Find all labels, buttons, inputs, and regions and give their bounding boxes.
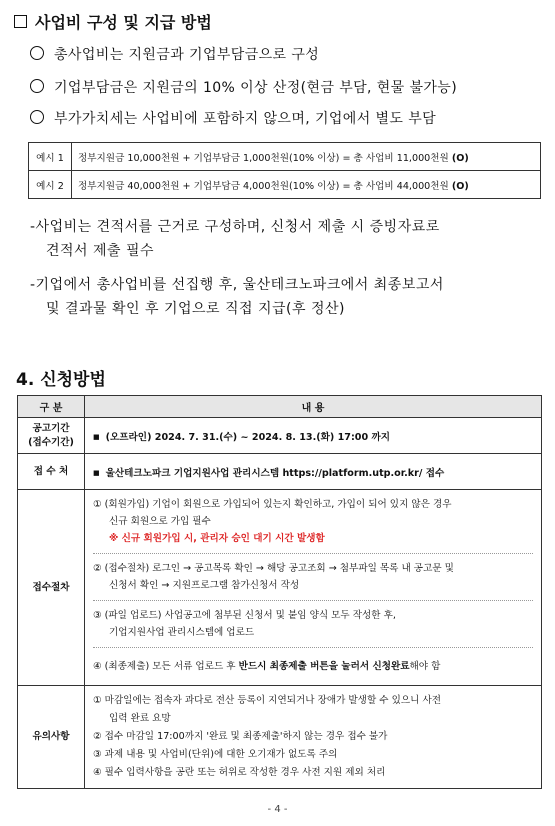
procedure-step: ① (회원가입) 기업이 회원으로 가입되어 있는지 확인하고, 가입이 되어 있지 않은 경우 신규 회원으로 가입 필수 ※ 신규 회원가입 시, 관리자 승인 대기 시간 발생함	[93, 490, 533, 554]
example-row	[29, 171, 541, 199]
application-table	[17, 395, 542, 789]
example-text: 정부지원금 10,000천원 + 기업부담금 1,000천원(10% 이상) = 총 사업비 11,000천원 (O)	[72, 143, 541, 171]
note-item: ④ 필수 입력사항을 공란 또는 허위로 작성한 경우 사전 지원 제외 처리	[93, 767, 386, 778]
section-heading: 4. 신청방법	[16, 370, 106, 390]
notes-content	[85, 686, 542, 789]
page-number: - 4 -	[267, 804, 288, 815]
example-table	[28, 142, 541, 199]
note-item: ② 접수 마감일 17:00까지 '완료 및 최종제출'하지 않는 경우 접수 불가	[93, 731, 388, 742]
checkbox-square-icon	[14, 15, 27, 28]
bullet-item: 부가가치세는 사업비에 포함하지 않으며, 기업에서 별도 부담	[30, 108, 436, 128]
dash-note: -기업에서 총사업비를 선집행 후, 울산테크노파크에서 최종보고서 및 결과물 확인 후 기업으로 직접 지급(후 정산)	[30, 277, 444, 317]
procedure-step: ③ (파일 업로드) 사업공고에 첨부된 신청서 및 붙임 양식 모두 작성한 후, 기업지원사업 관리시스템에 업로드	[93, 601, 533, 648]
row-label-notes: 유의사항	[18, 686, 85, 789]
circle-bullet-icon	[30, 79, 44, 93]
procedure-step: ④ (최종제출) 모든 서류 업로드 후 반드시 최종제출 버튼을 눌러서 신청완료해야 함	[93, 661, 441, 672]
example-label: 예시 1	[29, 143, 72, 171]
bullet-item: 기업부담금은 지원금의 10% 이상 산정(현금 부담, 현물 불가능)	[30, 77, 457, 97]
row-label-place: 접 수 처	[18, 454, 85, 490]
bullet-item: 총사업비는 지원금과 기업부담금으로 구성	[30, 44, 319, 64]
place-content: ■ 울산테크노파크 기업지원사업 관리시스템 https://platform.utp.or.kr/ 접수	[85, 454, 542, 490]
circle-bullet-icon	[30, 46, 44, 60]
row-label-procedure: 접수절차	[18, 490, 85, 686]
row-label-period: 공고기간 (접수기간)	[18, 418, 85, 454]
example-text: 정부지원금 40,000천원 + 기업부담금 4,000천원(10% 이상) = 총 사업비 44,000천원 (O)	[72, 171, 541, 199]
header-category: 구 분	[18, 396, 85, 418]
note-item: ① 마감일에는 접속자 과다로 전산 등록이 지연되거나 장애가 발생할 수 있으니 사전 입력 완료 요망	[93, 695, 441, 724]
section-title: 사업비 구성 및 지급 방법	[14, 10, 212, 33]
header-content: 내 용	[85, 396, 542, 418]
example-label: 예시 2	[29, 171, 72, 199]
circle-bullet-icon	[30, 110, 44, 124]
example-row	[29, 143, 541, 171]
dash-note: -사업비는 견적서를 근거로 구성하며, 신청서 제출 시 증빙자료로 견적서 제출 필수	[30, 219, 440, 259]
note-item: ③ 과제 내용 및 사업비(단위)에 대한 오기재가 없도록 주의	[93, 749, 338, 760]
procedure-content	[85, 490, 542, 686]
period-content: ■ (오프라인) 2024. 7. 31.(수) ~ 2024. 8. 13.(화) 17:00 까지	[85, 418, 542, 454]
procedure-step: ② (접수절차) 로그인 → 공고목록 확인 → 해당 공고조회 → 첨부파일 목록 내 공고문 및 신청서 확인 → 지원프로그램 참가신청서 작성	[93, 554, 533, 601]
